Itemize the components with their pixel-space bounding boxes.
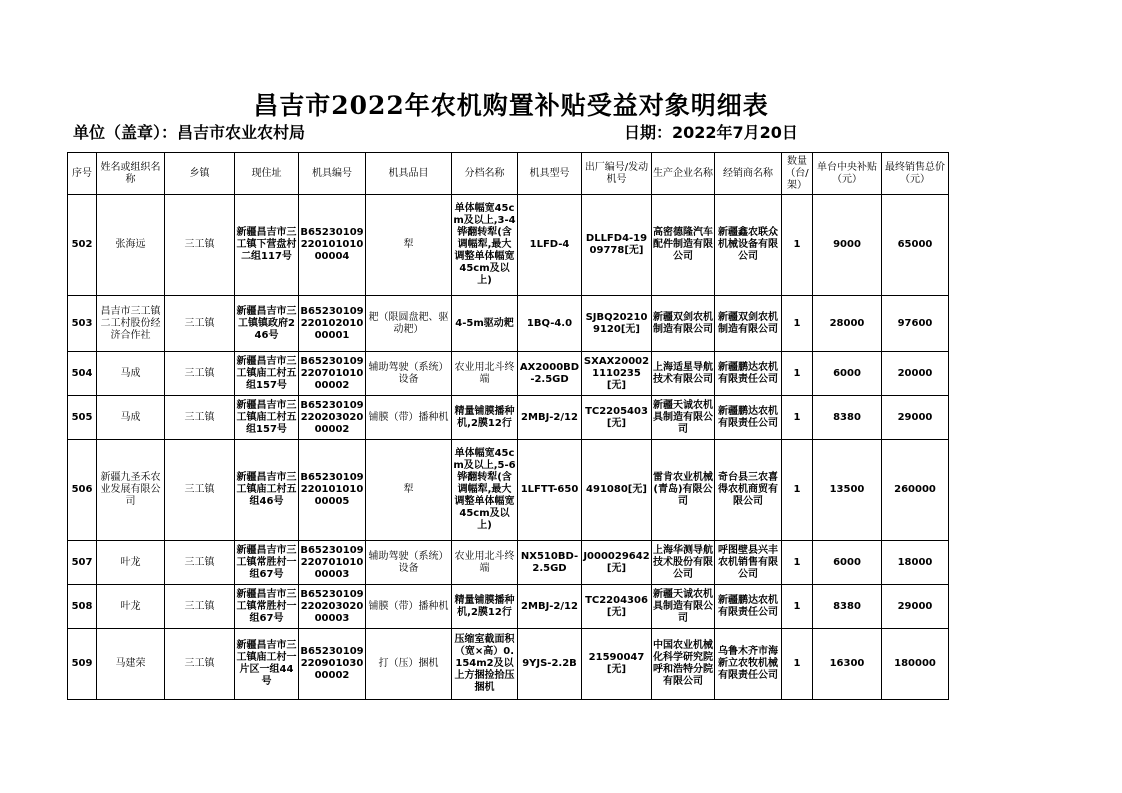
cell-name: 昌吉市三工镇二工村股份经济合作社: [97, 296, 165, 352]
table-header-row: [68, 153, 949, 195]
cell-grade: 4-5m驱动耙: [452, 296, 518, 352]
cell-grade: 农业用北斗终端: [452, 352, 518, 396]
header-cell: 生产企业名称: [652, 153, 715, 195]
cell-address: 新疆昌吉市三工镇庙工村五组157号: [235, 396, 299, 440]
cell-seq: 508: [68, 585, 97, 629]
table-row: [68, 296, 949, 352]
cell-machine-id: B6523010922010101000004: [299, 195, 366, 296]
cell-manufacturer: 高密德隆汽车配件制造有限公司: [652, 195, 715, 296]
cell-serial: TC2204306[无]: [582, 585, 652, 629]
cell-subsidy: 6000: [813, 541, 882, 585]
cell-address: 新疆昌吉市三工镇庙工村一片区一组44号: [235, 629, 299, 700]
cell-category: 铺膜（带）播种机: [366, 396, 452, 440]
cell-total-price: 97600: [882, 296, 949, 352]
cell-total-price: 20000: [882, 352, 949, 396]
cell-subsidy: 9000: [813, 195, 882, 296]
cell-quantity: 1: [782, 195, 813, 296]
header-cell: 单台中央补贴（元）: [813, 153, 882, 195]
cell-town: 三工镇: [165, 440, 235, 541]
cell-machine-id: B6523010922020302000002: [299, 396, 366, 440]
cell-model: 9YJS-2.2B: [518, 629, 582, 700]
cell-address: 新疆昌吉市三工镇镇政府246号: [235, 296, 299, 352]
cell-total-price: 260000: [882, 440, 949, 541]
cell-name: 叶龙: [97, 585, 165, 629]
cell-dealer: 乌鲁木齐市海新立农牧机械有限责任公司: [715, 629, 782, 700]
header-cell: 分档名称: [452, 153, 518, 195]
cell-machine-id: B6523010922010201000001: [299, 296, 366, 352]
cell-category: 耙（限圆盘耙、驱动耙）: [366, 296, 452, 352]
header-cell: 机具编号: [299, 153, 366, 195]
cell-grade: 压缩室截面积（宽×高）0.154m2及以上方捆捡拾压捆机: [452, 629, 518, 700]
cell-dealer: 新疆鑫农联众机械设备有限公司: [715, 195, 782, 296]
cell-manufacturer: 雷肯农业机械(青岛)有限公司: [652, 440, 715, 541]
cell-seq: 509: [68, 629, 97, 700]
cell-serial: J000029642[无]: [582, 541, 652, 585]
cell-model: 1BQ-4.0: [518, 296, 582, 352]
cell-seq: 505: [68, 396, 97, 440]
page-title: 昌吉市2022年农机购置补贴受益对象明细表: [253, 91, 769, 120]
table-row: [68, 195, 949, 296]
cell-subsidy: 13500: [813, 440, 882, 541]
cell-category: 犁: [366, 195, 452, 296]
cell-category: 辅助驾驶（系统）设备: [366, 352, 452, 396]
cell-dealer: 新疆鹏达农机有限责任公司: [715, 352, 782, 396]
cell-name: 叶龙: [97, 541, 165, 585]
cell-manufacturer: 新疆天诚农机具制造有限公司: [652, 585, 715, 629]
cell-model: AX2000BD-2.5GD: [518, 352, 582, 396]
cell-model: 1LFTT-650: [518, 440, 582, 541]
header-cell: 序号: [68, 153, 97, 195]
cell-address: 新疆昌吉市三工镇庙工村五组157号: [235, 352, 299, 396]
cell-quantity: 1: [782, 440, 813, 541]
cell-total-price: 18000: [882, 541, 949, 585]
unit-line: 单位（盖章）：昌吉市农业农村局: [73, 123, 306, 142]
cell-subsidy: 8380: [813, 585, 882, 629]
cell-quantity: 1: [782, 296, 813, 352]
cell-subsidy: 16300: [813, 629, 882, 700]
cell-seq: 502: [68, 195, 97, 296]
cell-grade: 单体幅宽45cm及以上,3-4铧翻转犁(含调幅犁,最大调整单体幅宽45cm及以上): [452, 195, 518, 296]
cell-name: 新疆九圣禾农业发展有限公司: [97, 440, 165, 541]
cell-grade: 农业用北斗终端: [452, 541, 518, 585]
cell-town: 三工镇: [165, 195, 235, 296]
cell-model: 1LFD-4: [518, 195, 582, 296]
cell-address: 新疆昌吉市三工镇常胜村一组67号: [235, 585, 299, 629]
cell-serial: DLLFD4-1909778[无]: [582, 195, 652, 296]
cell-quantity: 1: [782, 541, 813, 585]
cell-category: 打（压）捆机: [366, 629, 452, 700]
table-row: [68, 629, 949, 700]
cell-address: 新疆昌吉市三工镇下营盘村二组117号: [235, 195, 299, 296]
cell-dealer: 新疆鹏达农机有限责任公司: [715, 396, 782, 440]
cell-category: 铺膜（带）播种机: [366, 585, 452, 629]
cell-quantity: 1: [782, 352, 813, 396]
cell-model: NX510BD-2.5GD: [518, 541, 582, 585]
table-row: [68, 541, 949, 585]
cell-machine-id: B6523010922020302000003: [299, 585, 366, 629]
cell-quantity: 1: [782, 585, 813, 629]
table-row: [68, 585, 949, 629]
cell-machine-id: B6523010922090103000002: [299, 629, 366, 700]
cell-subsidy: 28000: [813, 296, 882, 352]
cell-dealer: 呼图壁县兴丰农机销售有限公司: [715, 541, 782, 585]
cell-total-price: 65000: [882, 195, 949, 296]
cell-town: 三工镇: [165, 352, 235, 396]
cell-seq: 504: [68, 352, 97, 396]
cell-model: 2MBJ-2/12: [518, 396, 582, 440]
cell-grade: 精量铺膜播种机,2膜12行: [452, 585, 518, 629]
cell-machine-id: B6523010922070101000003: [299, 541, 366, 585]
cell-name: 马成: [97, 396, 165, 440]
cell-subsidy: 6000: [813, 352, 882, 396]
cell-grade: 精量铺膜播种机,2膜12行: [452, 396, 518, 440]
cell-quantity: 1: [782, 396, 813, 440]
cell-town: 三工镇: [165, 585, 235, 629]
header-cell: 现住址: [235, 153, 299, 195]
cell-serial: SJBQ202109120[无]: [582, 296, 652, 352]
cell-manufacturer: 新疆天诚农机具制造有限公司: [652, 396, 715, 440]
table-row: [68, 396, 949, 440]
cell-quantity: 1: [782, 629, 813, 700]
header-cell: 姓名或组织名称: [97, 153, 165, 195]
cell-serial: TC2205403[无]: [582, 396, 652, 440]
cell-name: 马建荣: [97, 629, 165, 700]
cell-serial: 491080[无]: [582, 440, 652, 541]
header-cell: 机具品目: [366, 153, 452, 195]
cell-category: 犁: [366, 440, 452, 541]
cell-manufacturer: 中国农业机械化科学研究院呼和浩特分院有限公司: [652, 629, 715, 700]
cell-total-price: 29000: [882, 396, 949, 440]
table-row: [68, 440, 949, 541]
cell-serial: SXAX200021110235[无]: [582, 352, 652, 396]
cell-seq: 507: [68, 541, 97, 585]
header-cell: 乡镇: [165, 153, 235, 195]
header-cell: 最终销售总价（元）: [882, 153, 949, 195]
cell-address: 新疆昌吉市三工镇庙工村五组46号: [235, 440, 299, 541]
cell-model: 2MBJ-2/12: [518, 585, 582, 629]
cell-name: 张海远: [97, 195, 165, 296]
cell-total-price: 180000: [882, 629, 949, 700]
cell-category: 辅助驾驶（系统）设备: [366, 541, 452, 585]
header-cell: 数量（台/架）: [782, 153, 813, 195]
cell-town: 三工镇: [165, 629, 235, 700]
cell-town: 三工镇: [165, 541, 235, 585]
date-line: 日期：2022年7月20日: [624, 123, 798, 142]
header-cell: 机具型号: [518, 153, 582, 195]
cell-seq: 506: [68, 440, 97, 541]
cell-grade: 单体幅宽45cm及以上,5-6铧翻转犁(含调幅犁,最大调整单体幅宽45cm及以上): [452, 440, 518, 541]
header-cell: 经销商名称: [715, 153, 782, 195]
cell-manufacturer: 上海适星导航技术有限公司: [652, 352, 715, 396]
header-cell: 出厂编号/发动机号: [582, 153, 652, 195]
table-row: [68, 352, 949, 396]
cell-dealer: 新疆双剑农机制造有限公司: [715, 296, 782, 352]
cell-manufacturer: 上海华测导航技术股份有限公司: [652, 541, 715, 585]
cell-name: 马成: [97, 352, 165, 396]
cell-town: 三工镇: [165, 396, 235, 440]
cell-subsidy: 8380: [813, 396, 882, 440]
cell-machine-id: B6523010922010101000005: [299, 440, 366, 541]
cell-seq: 503: [68, 296, 97, 352]
cell-serial: 21590047[无]: [582, 629, 652, 700]
cell-machine-id: B6523010922070101000002: [299, 352, 366, 396]
beneficiary-table: [67, 152, 949, 700]
cell-total-price: 29000: [882, 585, 949, 629]
cell-dealer: 奇台县三农喜得农机商贸有限公司: [715, 440, 782, 541]
cell-town: 三工镇: [165, 296, 235, 352]
cell-dealer: 新疆鹏达农机有限责任公司: [715, 585, 782, 629]
cell-address: 新疆昌吉市三工镇常胜村一组67号: [235, 541, 299, 585]
cell-manufacturer: 新疆双剑农机制造有限公司: [652, 296, 715, 352]
